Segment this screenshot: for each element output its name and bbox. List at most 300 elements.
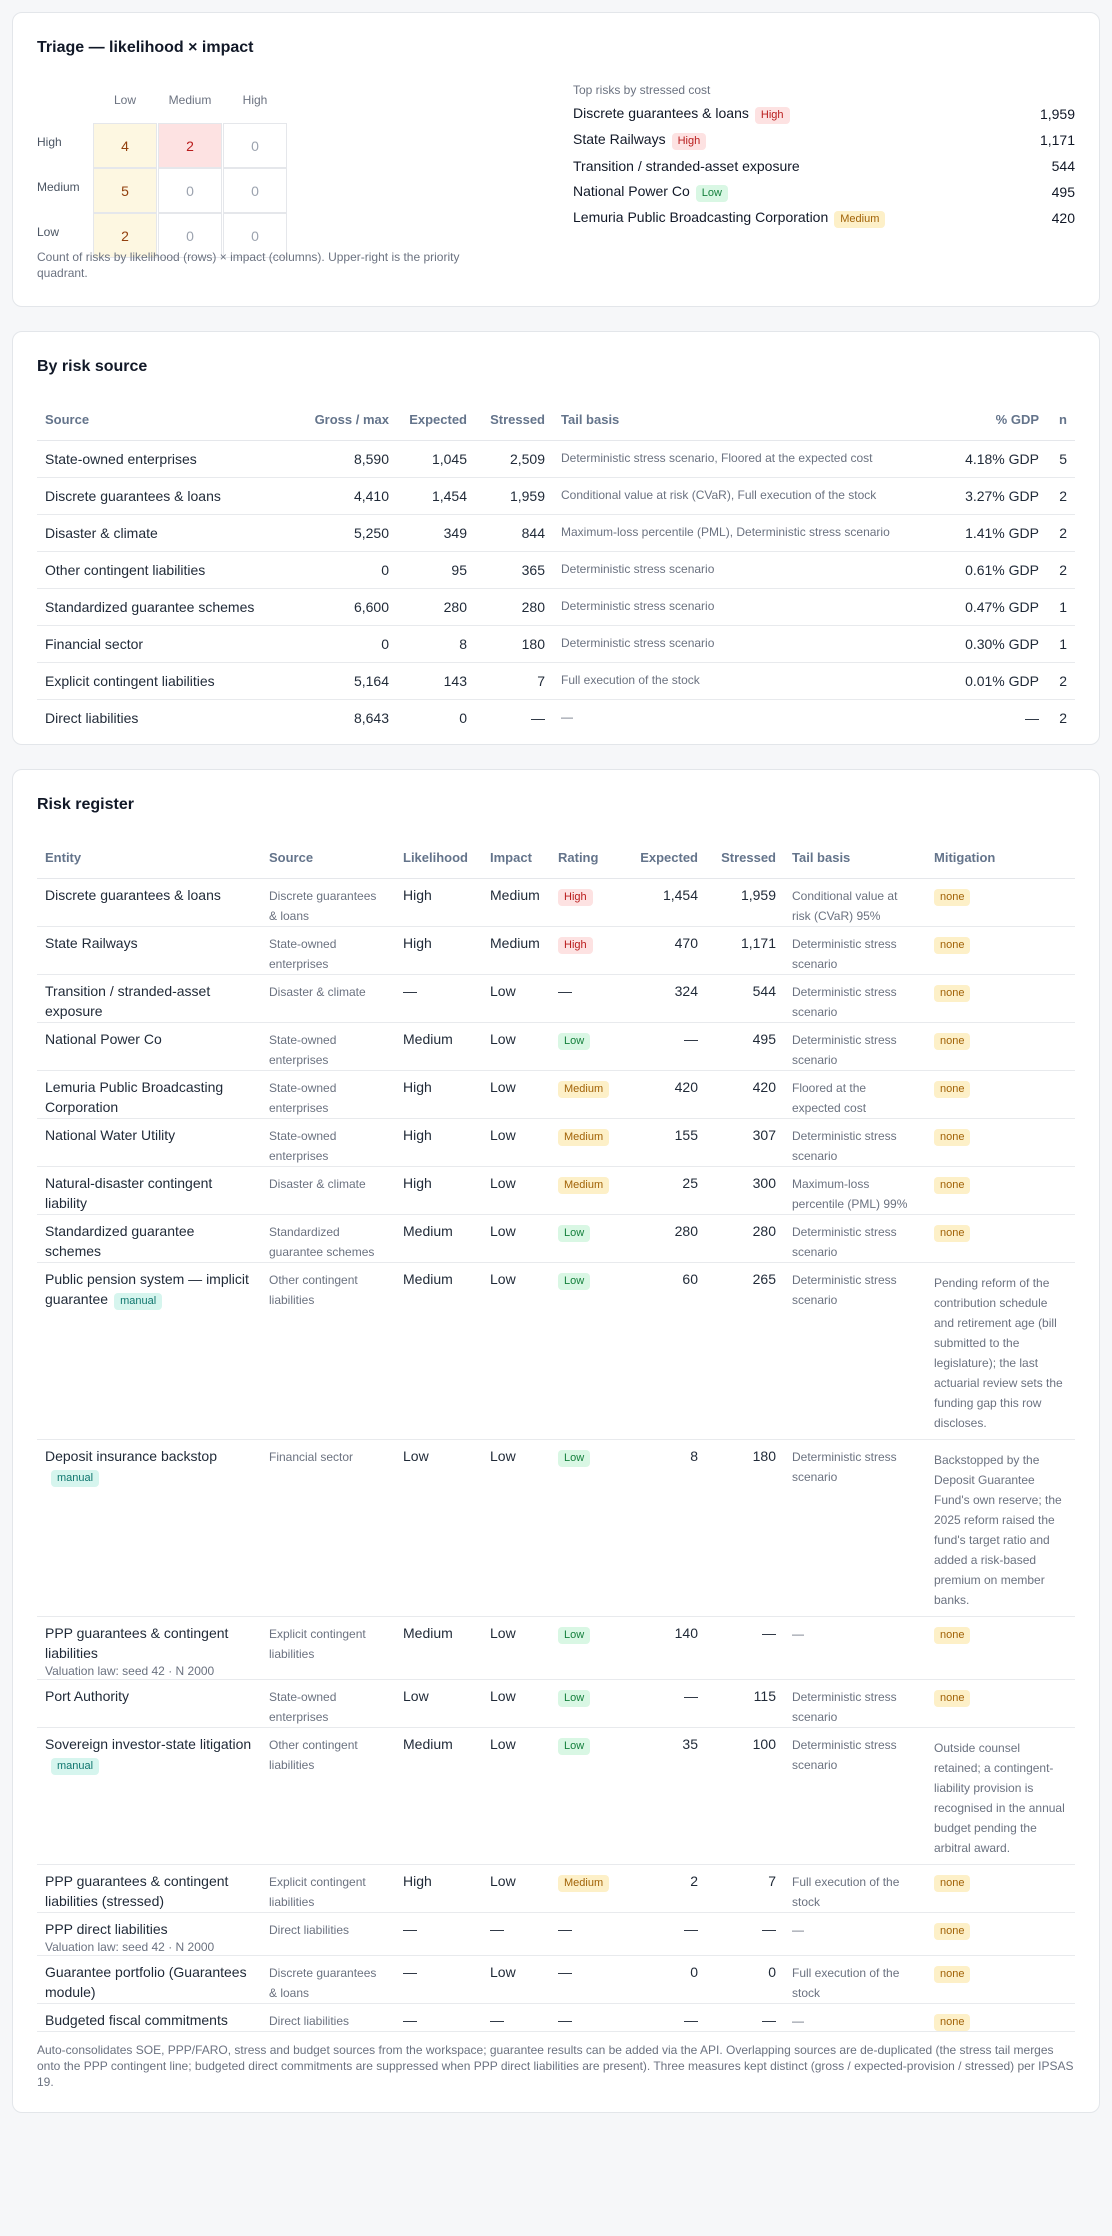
tail-basis-cell: Deterministic stress scenario <box>784 1679 926 1727</box>
table-cell: 1.41% GDP <box>947 514 1047 551</box>
table-row[interactable] <box>37 1118 1075 1166</box>
table-row[interactable] <box>37 699 1075 736</box>
mitigation-text: Outside counsel retained; a contingent-liability provision is recognised in the annual budget pending the arbitral award. <box>934 1740 1065 1855</box>
tail-basis-cell: — <box>784 1616 926 1679</box>
table-cell: 5 <box>1047 440 1075 477</box>
top-risk-name <box>573 158 1052 174</box>
tail-basis-cell: — <box>784 1912 926 1955</box>
by-source-table <box>37 400 1075 736</box>
risk-register-title: Risk register <box>37 796 134 813</box>
rating-cell <box>550 1616 628 1679</box>
mitigation-cell <box>926 1070 1075 1118</box>
mitigation-badge: none <box>934 1225 970 1242</box>
table-cell: Full execution of the stock <box>553 662 947 699</box>
likelihood-cell: — <box>395 974 482 1022</box>
source-cell: Discrete guarantees & loans <box>261 1955 395 2003</box>
tail-basis-cell: Deterministic stress scenario <box>784 926 926 974</box>
entity-cell <box>37 1727 261 1864</box>
table-row[interactable] <box>37 1214 1075 1262</box>
manual-badge: manual <box>51 1470 99 1487</box>
likelihood-cell: Medium <box>395 1262 482 1439</box>
impact-cell: — <box>482 1912 550 1955</box>
rating-cell: — <box>550 974 628 1022</box>
table-cell: 280 <box>397 588 475 625</box>
rating-cell <box>550 1070 628 1118</box>
rating-badge: Low <box>558 1273 590 1290</box>
table-cell: 0 <box>287 551 397 588</box>
likelihood-cell: Low <box>395 1679 482 1727</box>
entity-cell <box>37 926 261 974</box>
table-cell: Explicit contingent liabilities <box>37 662 287 699</box>
table-row[interactable] <box>37 878 1075 926</box>
table-cell: 280 <box>475 588 553 625</box>
rating-cell <box>550 878 628 926</box>
stressed-cell: 1,959 <box>706 878 784 926</box>
mitigation-text: Pending reform of the contribution schedule and retirement age (bill submitted to the legislature); the last actuarial review sets the funding gap this row discloses. <box>934 1275 1063 1430</box>
table-row[interactable] <box>37 1864 1075 1912</box>
table-cell: 0 <box>459 709 467 726</box>
rating-badge: High <box>558 889 593 906</box>
entity-name: PPP direct liabilities <box>45 1920 168 1937</box>
tail-basis-cell: Maximum-loss percentile (PML) 99% <box>784 1166 926 1214</box>
source-cell: Disaster & climate <box>261 1166 395 1214</box>
source-cell: Explicit contingent liabilities <box>261 1616 395 1679</box>
table-row[interactable] <box>37 625 1075 662</box>
table-cell: Other contingent liabilities <box>37 551 287 588</box>
table-row[interactable] <box>37 1439 1075 1616</box>
expected-cell: 155 <box>628 1118 706 1166</box>
entity-cell <box>37 1864 261 1912</box>
matrix-cell-medium-medium[interactable]: 0 <box>158 168 222 213</box>
top-risk-value: 1,171 <box>1039 132 1075 148</box>
likelihood-label-high: High <box>37 135 62 149</box>
entity-cell <box>37 1955 261 2003</box>
tail-basis-cell: Deterministic stress scenario <box>784 1262 926 1439</box>
top-risk-row[interactable] <box>573 101 1075 127</box>
table-cell: 2 <box>1047 662 1075 699</box>
entity-name: Deposit insurance backstop <box>45 1447 217 1464</box>
table-cell: 8 <box>397 625 475 662</box>
entity-name: Transition / stranded-asset exposure <box>45 982 211 1019</box>
source-cell: Standardized guarantee schemes <box>261 1214 395 1262</box>
column-header[interactable]: Gross / max <box>287 400 397 440</box>
risk-register-table <box>37 838 1075 2032</box>
column-header[interactable]: Stressed <box>706 838 784 878</box>
mitigation-cell <box>926 974 1075 1022</box>
table-cell: Deterministic stress scenario <box>553 551 947 588</box>
rating-badge: Low <box>558 1627 590 1644</box>
mitigation-cell <box>926 1864 1075 1912</box>
table-row[interactable] <box>37 1022 1075 1070</box>
entity-name: Discrete guarantees & loans <box>45 886 221 903</box>
register-footnote: Auto-consolidates SOE, PPP/FARO, stress and budget sources from the workspace; guarantee results can be added via the API. Overlapping sources are de-duplicated (the stress tail merges onto the PPP contingent line; budgeted direct commitments are suppressed when PPP direct liabilities are present). Three measures kept distinct (gross / expected-provision / stressed) per IPSAS 19. <box>37 2042 1074 2089</box>
table-row[interactable] <box>37 477 1075 514</box>
matrix-cell-high-high[interactable]: 0 <box>223 123 287 168</box>
table-row[interactable] <box>37 1955 1075 2003</box>
entity-cell <box>37 1022 261 1070</box>
entity-name: Sovereign investor-state litigation <box>45 1735 252 1752</box>
expected-cell: 280 <box>628 1214 706 1262</box>
expected-cell: 140 <box>628 1616 706 1679</box>
table-row[interactable] <box>37 588 1075 625</box>
table-cell: 6,600 <box>287 588 397 625</box>
likelihood-label-low: Low <box>37 225 60 239</box>
table-cell: Discrete guarantees & loans <box>37 477 287 514</box>
table-cell: 8,643 <box>353 709 389 726</box>
rating-cell <box>550 1439 628 1616</box>
top-risk-label: State Railways <box>573 130 666 147</box>
source-cell: Other contingent liabilities <box>261 1262 395 1439</box>
table-cell: 0.30% GDP <box>947 625 1047 662</box>
matrix-note: Count of risks by likelihood (rows) × impact (columns). Upper-right is the priority quadrant. <box>37 250 460 280</box>
mitigation-badge: none <box>934 1129 970 1146</box>
entity-name: PPP guarantees & contingent liabilities (stressed) <box>45 1872 229 1909</box>
column-header[interactable]: Stressed <box>475 400 553 440</box>
impact-cell: Low <box>482 1262 550 1439</box>
column-header[interactable]: Likelihood <box>395 838 482 878</box>
stressed-cell: 180 <box>706 1439 784 1616</box>
mitigation-badge: none <box>934 889 970 906</box>
mitigation-cell <box>926 1118 1075 1166</box>
source-cell: Other contingent liabilities <box>261 1727 395 1864</box>
stressed-cell: 307 <box>706 1118 784 1166</box>
column-header[interactable]: % GDP <box>947 400 1047 440</box>
column-header[interactable]: Tail basis <box>553 400 947 440</box>
column-header[interactable]: Expected <box>397 400 475 440</box>
rating-cell: — <box>550 1912 628 1955</box>
impact-cell: Low <box>482 1214 550 1262</box>
top-risk-label: Lemuria Public Broadcasting Corporation <box>573 208 829 225</box>
top-risks-list <box>573 83 1075 231</box>
entity-cell <box>37 1262 261 1439</box>
table-cell: 2,509 <box>475 440 553 477</box>
likelihood-cell: Medium <box>395 1214 482 1262</box>
tail-basis-cell: — <box>784 2003 926 2031</box>
matrix-cell-medium-high[interactable]: 0 <box>223 168 287 213</box>
mitigation-cell <box>926 1262 1075 1439</box>
impact-cell: Low <box>482 1727 550 1864</box>
table-cell: 2 <box>1059 709 1067 726</box>
entity-cell <box>37 1118 261 1166</box>
entity-name: Lemuria Public Broadcasting Corporation <box>45 1078 224 1115</box>
stressed-cell: 420 <box>706 1070 784 1118</box>
table-cell: 95 <box>397 551 475 588</box>
rating-badge: Medium <box>558 1177 609 1194</box>
table-cell: 4.18% GDP <box>947 440 1047 477</box>
expected-cell: — <box>628 1022 706 1070</box>
top-risk-value: 495 <box>1051 184 1075 200</box>
impact-cell: Low <box>482 1679 550 1727</box>
entity-cell <box>37 1214 261 1262</box>
impact-cell: Medium <box>482 878 550 926</box>
mitigation-badge: none <box>934 2014 970 2031</box>
impact-header-high: High <box>242 93 268 107</box>
entity-name: National Power Co <box>45 1030 162 1047</box>
rating-badge: Medium <box>834 211 885 228</box>
tail-basis-cell: Deterministic stress scenario <box>784 1022 926 1070</box>
stressed-cell: 544 <box>706 974 784 1022</box>
column-header[interactable]: Source <box>261 838 395 878</box>
expected-cell: 35 <box>628 1727 706 1864</box>
expected-cell: 1,454 <box>628 878 706 926</box>
table-row[interactable] <box>37 974 1075 1022</box>
matrix-cell-high-medium[interactable]: 2 <box>158 123 222 168</box>
mitigation-cell <box>926 2003 1075 2031</box>
rating-cell <box>550 1022 628 1070</box>
likelihood-cell: High <box>395 1118 482 1166</box>
likelihood-cell: High <box>395 878 482 926</box>
source-cell: State-owned enterprises <box>261 1679 395 1727</box>
rating-badge: Low <box>558 1225 590 1242</box>
table-row[interactable] <box>37 1616 1075 1679</box>
tail-basis-cell: Deterministic stress scenario <box>784 1214 926 1262</box>
table-cell: 7 <box>475 662 553 699</box>
tail-basis-cell: Full execution of the stock <box>784 1864 926 1912</box>
column-header[interactable]: Expected <box>628 838 706 878</box>
table-row[interactable] <box>37 1262 1075 1439</box>
expected-cell: 60 <box>628 1262 706 1439</box>
mitigation-cell <box>926 878 1075 926</box>
mitigation-text: Backstopped by the Deposit Guarantee Fund's own reserve; the 2025 reform raised the fund's target ratio and added a risk-based premium on member banks. <box>934 1452 1062 1607</box>
table-row[interactable] <box>37 1727 1075 1864</box>
entity-name: PPP guarantees & contingent liabilities <box>45 1624 229 1661</box>
source-cell: Direct liabilities <box>261 2003 395 2031</box>
rating-badge: Low <box>558 1690 590 1707</box>
table-row[interactable] <box>37 926 1075 974</box>
source-cell: Financial sector <box>261 1439 395 1616</box>
likelihood-cell: Medium <box>395 1616 482 1679</box>
top-risk-row[interactable] <box>573 127 1075 153</box>
likelihood-cell: — <box>395 2003 482 2031</box>
entity-subtext: Valuation law: seed 42 · N 2000 <box>45 1663 215 1678</box>
impact-cell: Low <box>482 1616 550 1679</box>
expected-cell: 8 <box>628 1439 706 1616</box>
mitigation-badge: none <box>934 1923 970 1940</box>
table-cell: Disaster & climate <box>37 514 287 551</box>
tail-basis-cell: Deterministic stress scenario <box>784 1727 926 1864</box>
table-cell: 0 <box>287 625 397 662</box>
table-cell: — <box>531 709 545 726</box>
top-risk-row[interactable] <box>573 205 1075 231</box>
stressed-cell: 1,171 <box>706 926 784 974</box>
table-row[interactable] <box>37 1912 1075 1955</box>
rating-cell <box>550 1864 628 1912</box>
table-cell: 0.47% GDP <box>947 588 1047 625</box>
mitigation-cell <box>926 1679 1075 1727</box>
table-cell: Standardized guarantee schemes <box>37 588 287 625</box>
column-header[interactable]: Mitigation <box>926 838 1075 878</box>
top-risk-value: 420 <box>1051 210 1075 226</box>
table-row[interactable] <box>37 440 1075 477</box>
matrix-cell-low-medium[interactable]: 0 <box>158 213 222 258</box>
table-cell: 1,045 <box>397 440 475 477</box>
mitigation-cell <box>926 1022 1075 1070</box>
mitigation-badge: none <box>934 1177 970 1194</box>
tail-basis-cell: Deterministic stress scenario <box>784 1439 926 1616</box>
source-cell: Disaster & climate <box>261 974 395 1022</box>
likelihood-cell: — <box>395 1955 482 2003</box>
table-cell: 4,410 <box>287 477 397 514</box>
entity-cell <box>37 1616 261 1679</box>
matrix-cell-low-high[interactable]: 0 <box>223 213 287 258</box>
rating-cell <box>550 1679 628 1727</box>
impact-header-medium: Medium <box>168 93 212 107</box>
expected-cell: 2 <box>628 1864 706 1912</box>
table-cell: Conditional value at risk (CVaR), Full execution of the stock <box>553 477 947 514</box>
table-cell: 2 <box>1047 477 1075 514</box>
matrix-cell-high-low[interactable]: 4 <box>93 123 157 168</box>
table-cell: Maximum-loss percentile (PML), Deterministic stress scenario <box>553 514 947 551</box>
table-row[interactable] <box>37 2003 1075 2031</box>
table-cell: 143 <box>397 662 475 699</box>
rating-badge: Low <box>558 1450 590 1467</box>
table-cell: 365 <box>475 551 553 588</box>
entity-name: Standardized guarantee schemes <box>45 1222 195 1259</box>
entity-name: Guarantee portfolio (Guarantees module) <box>45 1963 247 2000</box>
mitigation-badge: none <box>934 1627 970 1644</box>
mitigation-cell <box>926 1616 1075 1679</box>
mitigation-cell <box>926 1955 1075 2003</box>
top-risk-value: 1,959 <box>1039 106 1075 122</box>
table-cell: Deterministic stress scenario <box>553 588 947 625</box>
mitigation-badge: none <box>934 1966 970 1983</box>
expected-cell: 25 <box>628 1166 706 1214</box>
rating-badge: Medium <box>558 1875 609 1892</box>
mitigation-cell <box>926 926 1075 974</box>
rating-badge: High <box>558 937 593 954</box>
table-cell: 1,959 <box>475 477 553 514</box>
entity-cell <box>37 1166 261 1214</box>
rating-cell <box>550 1118 628 1166</box>
expected-cell: 420 <box>628 1070 706 1118</box>
mitigation-cell <box>926 1912 1075 1955</box>
table-cell: 1 <box>1047 625 1075 662</box>
table-cell: 0.61% GDP <box>947 551 1047 588</box>
by-source-card <box>12 331 1100 745</box>
impact-cell: — <box>482 2003 550 2031</box>
table-cell: 8,590 <box>287 440 397 477</box>
column-header[interactable]: n <box>1047 400 1075 440</box>
entity-cell <box>37 2003 261 2031</box>
mitigation-badge: none <box>934 1690 970 1707</box>
column-header[interactable]: Impact <box>482 838 550 878</box>
expected-cell: 324 <box>628 974 706 1022</box>
top-risk-label: Discrete guarantees & loans <box>573 104 749 121</box>
stressed-cell: 265 <box>706 1262 784 1439</box>
impact-cell: Low <box>482 1022 550 1070</box>
mitigation-cell <box>926 1727 1075 1864</box>
table-cell: 844 <box>475 514 553 551</box>
rating-cell <box>550 926 628 974</box>
triage-card <box>12 12 1100 307</box>
entity-subtext: Valuation law: seed 42 · N 2000 <box>45 1939 215 1954</box>
top-risk-row[interactable] <box>573 153 1075 179</box>
table-row[interactable] <box>37 1070 1075 1118</box>
rating-cell <box>550 1262 628 1439</box>
source-cell: Discrete guarantees & loans <box>261 878 395 926</box>
column-header[interactable]: Rating <box>550 838 628 878</box>
impact-cell: Medium <box>482 926 550 974</box>
source-cell: State-owned enterprises <box>261 1118 395 1166</box>
stressed-cell: — <box>706 1616 784 1679</box>
rating-badge: Low <box>696 185 728 202</box>
manual-badge: manual <box>114 1293 162 1310</box>
table-cell: 2 <box>1047 514 1075 551</box>
expected-cell: — <box>628 2003 706 2031</box>
table-cell: 5,164 <box>287 662 397 699</box>
table-cell: 5,250 <box>287 514 397 551</box>
table-row[interactable] <box>37 662 1075 699</box>
likelihood-cell: High <box>395 1166 482 1214</box>
source-cell: Explicit contingent liabilities <box>261 1864 395 1912</box>
table-row[interactable] <box>37 551 1075 588</box>
tail-basis-cell: Deterministic stress scenario <box>784 974 926 1022</box>
tail-basis-cell: Conditional value at risk (CVaR) 95% <box>784 878 926 926</box>
table-cell: 349 <box>397 514 475 551</box>
top-risk-label: National Power Co <box>573 182 690 199</box>
column-header[interactable]: Entity <box>37 838 261 878</box>
tail-basis-cell: Floored at the expected cost <box>784 1070 926 1118</box>
entity-name: Budgeted fiscal commitments <box>45 2011 228 2028</box>
column-header[interactable]: Tail basis <box>784 838 926 878</box>
manual-badge: manual <box>51 1758 99 1775</box>
top-risk-row[interactable] <box>573 179 1075 205</box>
mitigation-cell <box>926 1439 1075 1616</box>
triage-title: Triage — likelihood × impact <box>37 39 254 56</box>
rating-badge: High <box>755 107 790 124</box>
impact-cell: Low <box>482 1955 550 2003</box>
expected-cell: 470 <box>628 926 706 974</box>
mitigation-badge: none <box>934 1875 970 1892</box>
entity-cell <box>37 1070 261 1118</box>
table-cell: 0.01% GDP <box>947 662 1047 699</box>
table-cell: 1 <box>1047 588 1075 625</box>
top-risk-name <box>573 131 1040 150</box>
stressed-cell: 300 <box>706 1166 784 1214</box>
top-risk-name <box>573 209 1052 228</box>
likelihood-cell: High <box>395 926 482 974</box>
mitigation-badge: none <box>934 985 970 1002</box>
rating-badge: Medium <box>558 1081 609 1098</box>
likelihood-cell: Medium <box>395 1727 482 1864</box>
table-cell: Direct liabilities <box>45 709 139 726</box>
table-cell: — <box>561 710 573 725</box>
table-row[interactable] <box>37 1679 1075 1727</box>
impact-cell: Low <box>482 974 550 1022</box>
entity-name: Public pension system — implicit guarantee <box>45 1270 249 1307</box>
matrix-cell-medium-low[interactable]: 5 <box>93 168 157 213</box>
entity-cell <box>37 878 261 926</box>
rating-badge: Low <box>558 1033 590 1050</box>
rating-cell <box>550 1727 628 1864</box>
matrix-cell-low-low[interactable]: 2 <box>93 213 157 258</box>
table-cell: — <box>1025 709 1039 726</box>
table-row[interactable] <box>37 1166 1075 1214</box>
impact-cell: Low <box>482 1070 550 1118</box>
top-risk-name <box>573 105 1040 124</box>
rating-badge: Low <box>558 1738 590 1755</box>
rating-cell: — <box>550 1955 628 2003</box>
table-cell: Deterministic stress scenario <box>553 625 947 662</box>
risk-register-card <box>12 769 1100 2113</box>
expected-cell: — <box>628 1679 706 1727</box>
impact-cell: Low <box>482 1439 550 1616</box>
likelihood-cell: High <box>395 1070 482 1118</box>
table-row[interactable] <box>37 514 1075 551</box>
rating-cell: — <box>550 2003 628 2031</box>
expected-cell: — <box>628 1912 706 1955</box>
column-header[interactable]: Source <box>37 400 287 440</box>
